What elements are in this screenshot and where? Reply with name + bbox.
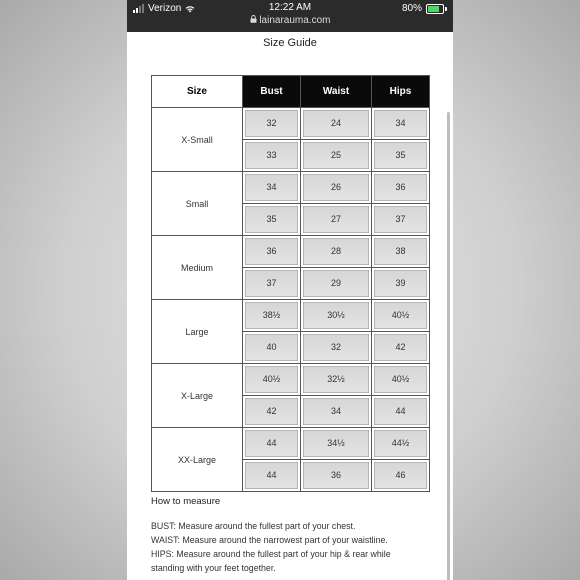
waist-value: 34: [303, 398, 369, 425]
waist-value: 26: [303, 174, 369, 201]
bust-cell: [243, 396, 301, 428]
hips-cell: [372, 428, 430, 460]
size-table: [151, 75, 430, 492]
hips-value: 37: [374, 206, 427, 233]
col-header-bust: Bust: [243, 76, 301, 108]
waist-cell: [301, 140, 372, 172]
table-row: [152, 108, 430, 140]
table-row: [152, 172, 430, 204]
table-row: [152, 300, 430, 332]
hips-cell: [372, 460, 430, 492]
lock-icon: [250, 15, 257, 23]
instruction-line: standing with your feet together.: [151, 563, 276, 573]
size-label: Small: [152, 172, 243, 236]
hips-value: 34: [374, 110, 427, 137]
url-bar[interactable]: [127, 15, 453, 26]
hips-value: 40½: [374, 302, 427, 329]
waist-value: 34½: [303, 430, 369, 457]
hips-value: 35: [374, 142, 427, 169]
size-label: Large: [152, 300, 243, 364]
waist-cell: [301, 236, 372, 268]
hips-cell: [372, 172, 430, 204]
how-to-measure-heading: How to measure: [151, 496, 221, 507]
instruction-line: BUST: Measure around the fullest part of your chest.: [151, 521, 356, 531]
bust-value: 36: [245, 238, 298, 265]
scrollbar[interactable]: [447, 112, 450, 580]
bust-cell: [243, 236, 301, 268]
waist-cell: [301, 428, 372, 460]
bust-value: 44: [245, 430, 298, 457]
bust-value: 40: [245, 334, 298, 361]
bust-value: 34: [245, 174, 298, 201]
hips-cell: [372, 236, 430, 268]
table-row: [152, 236, 430, 268]
waist-cell: [301, 364, 372, 396]
hips-cell: [372, 300, 430, 332]
bust-cell: [243, 108, 301, 140]
hips-value: 44: [374, 398, 427, 425]
carrier-label: Verizon: [148, 3, 182, 14]
bust-cell: [243, 204, 301, 236]
table-header-row: [152, 76, 430, 108]
waist-cell: [301, 108, 372, 140]
table-row: [152, 428, 430, 460]
col-header-size: Size: [152, 76, 243, 108]
waist-cell: [301, 172, 372, 204]
hips-cell: [372, 140, 430, 172]
hips-cell: [372, 332, 430, 364]
page-content: [127, 32, 453, 580]
page-title: Size Guide: [263, 37, 317, 49]
hips-value: 36: [374, 174, 427, 201]
waist-value: 32: [303, 334, 369, 361]
battery-icon: [426, 4, 447, 14]
col-header-waist: Waist: [301, 76, 372, 108]
bust-value: 37: [245, 270, 298, 297]
bust-value: 32: [245, 110, 298, 137]
bust-value: 44: [245, 462, 298, 489]
bust-cell: [243, 364, 301, 396]
bust-value: 40½: [245, 366, 298, 393]
waist-cell: [301, 300, 372, 332]
hips-cell: [372, 204, 430, 236]
status-bar-time: 12:22 AM: [268, 2, 312, 13]
instruction-line: HIPS: Measure around the fullest part of your hip & rear while: [151, 549, 391, 559]
waist-value: 29: [303, 270, 369, 297]
size-label: X-Large: [152, 364, 243, 428]
battery-percent: 80%: [401, 3, 422, 14]
bust-cell: [243, 460, 301, 492]
size-label: Medium: [152, 236, 243, 300]
waist-value: 30½: [303, 302, 369, 329]
bust-cell: [243, 300, 301, 332]
bust-value: 38½: [245, 302, 298, 329]
hips-value: 44½: [374, 430, 427, 457]
instruction-line: WAIST: Measure around the narrowest part of your waistline.: [151, 535, 388, 545]
table-row: [152, 364, 430, 396]
hips-value: 39: [374, 270, 427, 297]
bust-value: 33: [245, 142, 298, 169]
waist-value: 27: [303, 206, 369, 233]
waist-cell: [301, 332, 372, 364]
bust-cell: [243, 428, 301, 460]
waist-cell: [301, 204, 372, 236]
waist-value: 24: [303, 110, 369, 137]
waist-value: 36: [303, 462, 369, 489]
waist-cell: [301, 396, 372, 428]
waist-value: 25: [303, 142, 369, 169]
hips-cell: [372, 268, 430, 300]
hips-cell: [372, 364, 430, 396]
waist-value: 32½: [303, 366, 369, 393]
url-text[interactable]: lainarauma.com: [259, 15, 331, 26]
waist-cell: [301, 460, 372, 492]
size-label: XX-Large: [152, 428, 243, 492]
hips-value: 42: [374, 334, 427, 361]
hips-cell: [372, 396, 430, 428]
bust-cell: [243, 268, 301, 300]
hips-value: 46: [374, 462, 427, 489]
measure-instructions: [151, 519, 441, 575]
col-header-hips: Hips: [372, 76, 430, 108]
status-bar-right: [402, 3, 447, 14]
bust-cell: [243, 172, 301, 204]
bust-value: 42: [245, 398, 298, 425]
phone-screen: [127, 0, 453, 580]
bust-cell: [243, 140, 301, 172]
status-bar: [127, 0, 453, 32]
bust-value: 35: [245, 206, 298, 233]
bust-cell: [243, 332, 301, 364]
hips-value: 40½: [374, 366, 427, 393]
waist-value: 28: [303, 238, 369, 265]
hips-value: 38: [374, 238, 427, 265]
size-label: X-Small: [152, 108, 243, 172]
hips-cell: [372, 108, 430, 140]
waist-cell: [301, 268, 372, 300]
